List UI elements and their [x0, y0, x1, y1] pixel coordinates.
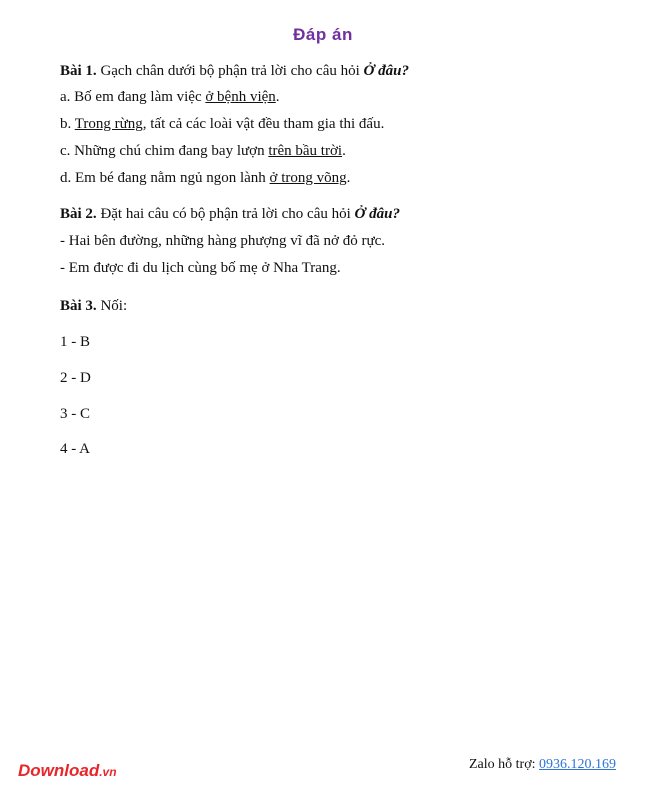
item-text: b.	[60, 116, 75, 132]
item-text: c. Những chú chim đang bay lượn	[60, 143, 269, 159]
bai3-pair: 2 - D	[60, 370, 91, 386]
bai2-text: Đặt hai câu có bộ phận trả lời cho câu hỏi	[100, 206, 351, 222]
bai1-heading	[60, 62, 409, 80]
page-title: Đáp án	[293, 25, 353, 44]
zalo-phone-link[interactable]: 0936.120.169	[539, 757, 616, 772]
item-text: d. Em bé đang nằm ngủ ngon lành	[60, 170, 270, 186]
underlined-answer: ở bệnh viện	[205, 89, 276, 105]
bai1-label: Bài 1.	[60, 63, 97, 79]
bai1-item-b	[60, 115, 384, 133]
bai3-label: Bài 3.	[60, 298, 97, 314]
bai3-heading	[60, 297, 127, 315]
logo-main: Download	[18, 761, 100, 780]
logo-tld: .vn	[99, 765, 117, 779]
bai3-pair: 1 - B	[60, 334, 90, 350]
bai1-text: Gạch chân dưới bộ phận trả lời cho câu hỏi	[100, 63, 360, 79]
item-text: a. Bố em đang làm việc	[60, 89, 206, 105]
underlined-answer: ở trong võng	[269, 170, 347, 186]
bai2-sentence-2: - Em được đi du lịch cùng bố mẹ ở Nha Trang.	[60, 260, 341, 276]
zalo-label: Zalo hỗ trợ:	[469, 757, 536, 772]
bai1-question: Ở đâu?	[363, 63, 409, 79]
bai2-label: Bài 2.	[60, 206, 97, 222]
bai2-heading	[60, 205, 400, 223]
underlined-answer: Trong rừng	[74, 116, 143, 132]
bai1-item-c	[60, 142, 346, 160]
zalo-support	[469, 757, 616, 773]
bai3-text: Nối:	[100, 298, 128, 314]
item-text: .	[346, 170, 351, 186]
bai3-pair: 3 - C	[60, 406, 90, 422]
item-text: .	[342, 143, 346, 159]
item-text: .	[275, 89, 280, 105]
download-logo[interactable]	[18, 761, 117, 781]
underlined-answer: trên bầu trời	[268, 143, 343, 159]
item-text: , tất cả các loài vật đều tham gia thi đấu.	[142, 116, 385, 132]
bai2-question: Ở đâu?	[354, 206, 400, 222]
bai1-item-d	[60, 169, 350, 187]
bai1-item-a	[60, 88, 280, 106]
bai2-sentence-1: - Hai bên đường, những hàng phượng vĩ đã nở đỏ rực.	[60, 233, 386, 249]
bai3-pair: 4 - A	[60, 441, 90, 457]
